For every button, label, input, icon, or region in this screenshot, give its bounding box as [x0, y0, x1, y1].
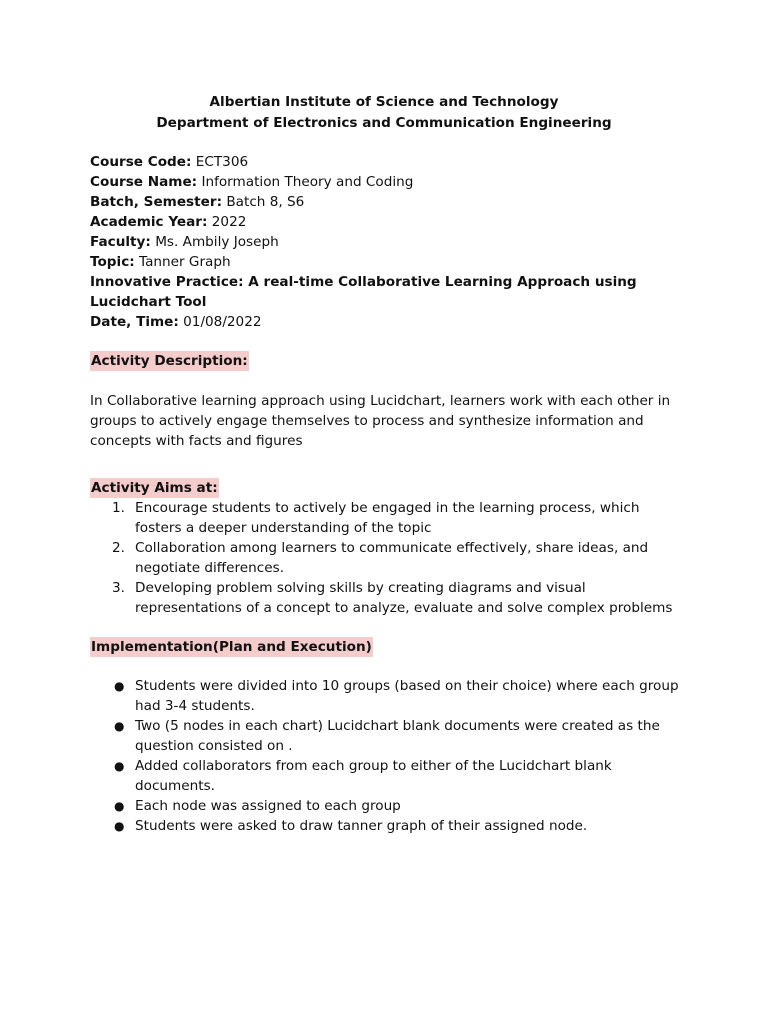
institution-name: Albertian Institute of Science and Technology [209, 94, 559, 110]
list-number: 2. [112, 540, 125, 556]
topic-value: Tanner Graph [139, 254, 231, 270]
batch-value: Batch 8, S6 [226, 194, 305, 210]
course-code-value: ECT306 [195, 154, 249, 170]
innovative-practice-row [90, 272, 690, 312]
activity-aims-title: Activity Aims at: [91, 480, 218, 496]
bullet-icon: ● [114, 759, 125, 773]
topic-row [90, 252, 690, 272]
course-code-row [90, 152, 690, 172]
department-name: Department of Electronics and Communication Engineering [156, 115, 612, 131]
activity-description-text: In Collaborative learning approach using Lucidchart, learners work with each other in groups to actively engage themselves to process and synthesize information and concepts with facts and figures [90, 393, 671, 449]
activity-aims-section [90, 478, 690, 618]
list-item-text: Each node was assigned to each group [135, 798, 401, 814]
list-item-text: Collaboration among learners to communicate effectively, share ideas, and negotiate differences. [135, 540, 649, 576]
academic-year-row [90, 212, 690, 232]
list-number: 1. [112, 500, 125, 516]
implementation-list [90, 676, 690, 836]
list-item-text: Two (5 nodes in each chart) Lucidchart blank documents were created as the question consisted on . [135, 718, 660, 754]
bullet-icon: ● [114, 679, 125, 693]
list-item-text: Added collaborators from each group to either of the Lucidchart blank documents. [135, 758, 612, 794]
course-details [90, 152, 690, 332]
faculty-value: Ms. Ambily Joseph [155, 234, 279, 250]
batch-label: Batch, Semester: [90, 194, 223, 210]
academic-year-value: 2022 [211, 214, 247, 230]
document-header [78, 92, 690, 134]
innovative-practice-text: Innovative Practice: A real-time Collaborative Learning Approach using Lucidchart Tool [90, 274, 637, 310]
course-code-label: Course Code: [90, 154, 192, 170]
list-item [90, 538, 690, 578]
list-item-text: Students were asked to draw tanner graph of their assigned node. [135, 818, 588, 834]
list-item [90, 716, 690, 756]
activity-aims-list [90, 498, 690, 618]
faculty-label: Faculty: [90, 234, 151, 250]
date-label: Date, Time: [90, 314, 179, 330]
activity-description-section [90, 351, 690, 451]
course-name-label: Course Name: [90, 174, 198, 190]
date-value: 01/08/2022 [183, 314, 262, 330]
list-item [90, 756, 690, 796]
list-item [90, 578, 690, 618]
faculty-row [90, 232, 690, 252]
date-row [90, 312, 690, 332]
activity-description-title: Activity Description: [91, 353, 248, 369]
list-item [90, 816, 690, 836]
list-item [90, 498, 690, 538]
bullet-icon: ● [114, 819, 125, 833]
document-content [90, 92, 690, 836]
list-item-text: Students were divided into 10 groups (based on their choice) where each group had 3-4 students. [135, 678, 679, 714]
academic-year-label: Academic Year: [90, 214, 208, 230]
bullet-icon: ● [114, 719, 125, 733]
list-item [90, 676, 690, 716]
implementation-title: Implementation(Plan and Execution) [91, 639, 372, 655]
list-item-text: Developing problem solving skills by creating diagrams and visual representations of a concept to analyze, evaluate and solve complex problems [135, 580, 673, 616]
course-name-row [90, 172, 690, 192]
topic-label: Topic: [90, 254, 135, 270]
list-item [90, 796, 690, 816]
bullet-icon: ● [114, 799, 125, 813]
list-item-text: Encourage students to actively be engaged in the learning process, which fosters a deeper understanding of the topic [135, 500, 640, 536]
course-name-value: Information Theory and Coding [201, 174, 414, 190]
batch-row [90, 192, 690, 212]
list-number: 3. [112, 580, 125, 596]
implementation-section [90, 637, 690, 836]
